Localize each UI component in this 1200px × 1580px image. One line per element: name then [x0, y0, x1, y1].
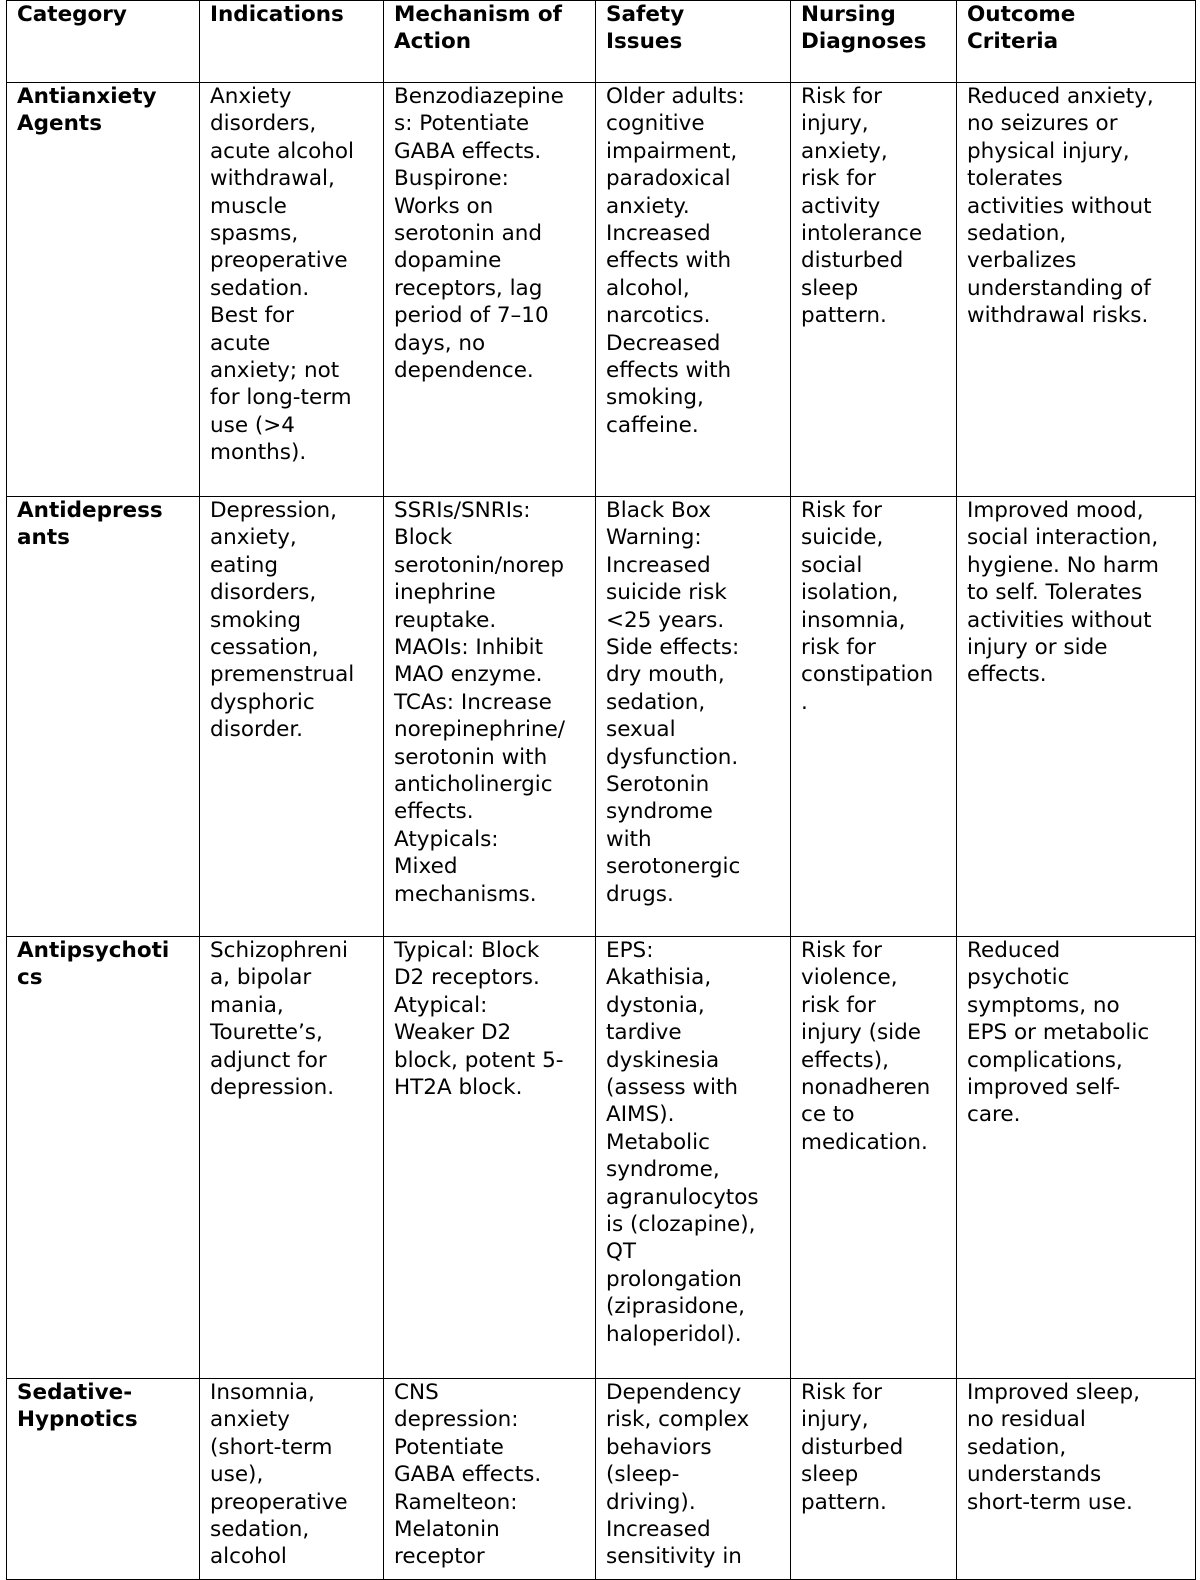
drug-comparison-table — [6, 0, 1196, 1580]
mechanism-cell — [384, 497, 596, 937]
indications-cell — [200, 497, 384, 937]
header-category-label: Category — [17, 2, 127, 27]
category-cell — [7, 937, 200, 1379]
header-safety-label: Safety Issues — [606, 2, 685, 55]
category-text: Sedative- Hypnotics — [17, 1380, 138, 1433]
table-row-antianxiety — [7, 83, 1196, 497]
header-nursing-label: Nursing Diagnoses — [801, 2, 927, 55]
nursing-text: Risk for violence, risk for injury (side effects), nonadheren ce to medication. — [801, 938, 931, 1155]
category-cell — [7, 1379, 200, 1580]
category-cell — [7, 83, 200, 497]
table-row-sedative-hypnotics — [7, 1379, 1196, 1580]
indications-text: Depression, anxiety, eating disorders, smoking cessation, premenstrual dysphoric disorder. — [210, 498, 355, 743]
safety-text: Older adults: cognitive impairment, paradoxical anxiety. Increased effects with alcohol, narcotics. Decreased effects with smoking, caffeine. — [606, 84, 745, 438]
header-mechanism-label: Mechanism of Action — [394, 2, 563, 55]
nursing-text: Risk for injury, anxiety, risk for activity intolerance disturbed sleep pattern. — [801, 84, 923, 329]
table-row-antipsychotics — [7, 937, 1196, 1379]
safety-cell — [596, 937, 791, 1379]
outcome-cell — [957, 83, 1196, 497]
category-cell — [7, 497, 200, 937]
outcome-text: Reduced anxiety, no seizures or physical injury, tolerates activities without sedation, verbalizes understanding of withdrawal risks. — [967, 84, 1154, 329]
header-indications-label: Indications — [210, 2, 344, 27]
category-text: Antipsychoti cs — [17, 938, 170, 991]
safety-cell — [596, 497, 791, 937]
mechanism-cell — [384, 937, 596, 1379]
indications-text: Insomnia, anxiety (short-term use), preoperative sedation, alcohol — [210, 1380, 348, 1570]
table-row-antidepressants — [7, 497, 1196, 937]
safety-text: EPS: Akathisia, dystonia, tardive dyskinesia (assess with AIMS). Metabolic syndrome, agranulocytos is (clozapine), QT prolongation (ziprasidone, haloperidol). — [606, 938, 759, 1347]
table-body — [7, 83, 1196, 1580]
header-outcome — [957, 1, 1196, 83]
mechanism-cell — [384, 83, 596, 497]
indications-cell — [200, 1379, 384, 1580]
outcome-cell — [957, 937, 1196, 1379]
safety-cell — [596, 1379, 791, 1580]
category-text: Antianxiety Agents — [17, 84, 157, 137]
mechanism-text: Typical: Block D2 receptors. Atypical: Weaker D2 block, potent 5- HT2A block. — [394, 938, 564, 1101]
indications-text: Anxiety disorders, acute alcohol withdrawal, muscle spasms, preoperative sedation. Best for acute anxiety; not for long-term use (>4 months). — [210, 84, 354, 466]
indications-cell — [200, 83, 384, 497]
indications-text: Schizophreni a, bipolar mania, Tourette’s, adjunct for depression. — [210, 938, 348, 1101]
header-indications — [200, 1, 384, 83]
nursing-cell — [791, 1379, 957, 1580]
nursing-cell — [791, 937, 957, 1379]
safety-text: Black Box Warning: Increased suicide risk <25 years. Side effects: dry mouth, sedation, sexual dysfunction. Serotonin syndrome with serotonergic drugs. — [606, 498, 741, 907]
mechanism-cell — [384, 1379, 596, 1580]
indications-cell — [200, 937, 384, 1379]
safety-text: Dependency risk, complex behaviors (sleep- driving). Increased sensitivity in — [606, 1380, 750, 1570]
nursing-cell — [791, 83, 957, 497]
outcome-cell — [957, 497, 1196, 937]
outcome-text: Improved mood, social interaction, hygiene. No harm to self. Tolerates activities without injury or side effects. — [967, 498, 1159, 688]
outcome-text: Improved sleep, no residual sedation, understands short-term use. — [967, 1380, 1140, 1515]
nursing-text: Risk for suicide, social isolation, insomnia, risk for constipation . — [801, 498, 934, 715]
header-mechanism — [384, 1, 596, 83]
category-text: Antidepress ants — [17, 498, 163, 551]
outcome-text: Reduced psychotic symptoms, no EPS or metabolic complications, improved self- care. — [967, 938, 1150, 1128]
mechanism-text: Benzodiazepine s: Potentiate GABA effects. Buspirone: Works on serotonin and dopamine receptors, lag period of 7–10 days, no dependence. — [394, 84, 564, 384]
header-outcome-label: Outcome Criteria — [967, 2, 1076, 55]
safety-cell — [596, 83, 791, 497]
header-row — [7, 1, 1196, 83]
nursing-text: Risk for injury, disturbed sleep pattern. — [801, 1380, 904, 1515]
nursing-cell — [791, 497, 957, 937]
header-nursing — [791, 1, 957, 83]
table-header — [7, 1, 1196, 83]
mechanism-text: CNS depression: Potentiate GABA effects. Ramelteon: Melatonin receptor — [394, 1380, 542, 1570]
header-category — [7, 1, 200, 83]
mechanism-text: SSRIs/SNRIs: Block serotonin/norep inephrine reuptake. MAOIs: Inhibit MAO enzyme. TCAs: Increase norepinephrine/ serotonin with anticholinergic effects. Atypicals: Mixed mechanisms. — [394, 498, 566, 907]
header-safety — [596, 1, 791, 83]
outcome-cell — [957, 1379, 1196, 1580]
